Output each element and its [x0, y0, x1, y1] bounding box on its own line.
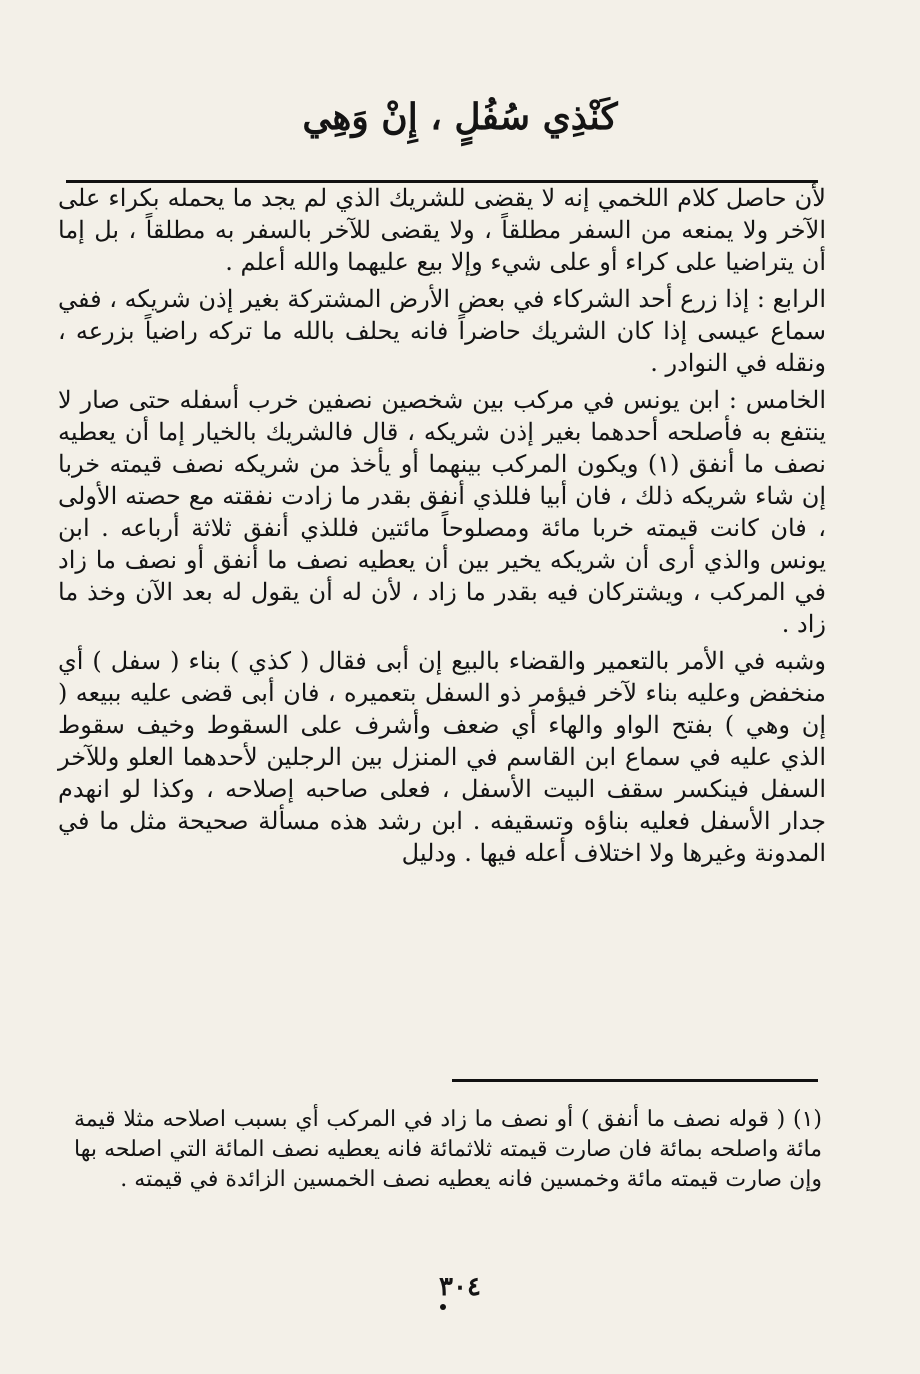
paragraph: الخامس : ابن يونس في مركب بين شخصين نصفين خرب أسفله حتى صار لا ينتفع به فأصلحه أحدهما بغير إذن شريكه ، قال فالشريك بالخيار إما أن يعطيه نصف ما أنفق (١) ويكون المركب بينهما أو يأخذ من شريكه نصف قيمته خربا إن شاء شريكه ذلك ، فان أبيا فللذي أنفق بقدر ما زادت نفقته مع حصته الأولى ، فان كانت قيمته خربا مائة ومصلوحاً مائتين فللذي أنفق ثلاثة أرباعه . ابن يونس والذي أرى أن شريكه يخير بين أن يعطيه نصف ما أنفق أو نصف ما زاد في المركب ، ويشتركان فيه بقدر ما زاد ، لأن له أن يقول له بعد الآن وخذ ما زاد .	[58, 386, 826, 638]
paragraph: لأن حاصل كلام اللخمي إنه لا يقضى للشريك الذي لم يجد ما يحمله بكراء على الآخر ولا يمنعه من السفر مطلقاً ، ولا يقضى للآخر بالسفر به مطلقاً ، بل إما أن يتراضيا على كراء أو على شيء وإلا بيع عليهما والله أعلم .	[58, 184, 826, 276]
page-dot	[440, 1304, 446, 1310]
footnote-text: (١) ( قوله نصف ما أنفق ) أو نصف ما زاد في المركب أي بسبب اصلاحه مثلا قيمة مائة واصلحه بمائة فان صارت قيمته ثلاثمائة فانه يعطيه نصف المائة التي اصلحه بها وإن صارت قيمته مائة وخمسين فانه يعطيه نصف الخمسين الزائدة في قيمته .	[74, 1107, 822, 1192]
running-header: كَنْذِي سُفُلٍ ، إِنْ وَهِي	[302, 96, 618, 138]
paragraph: الرابع : إذا زرع أحد الشركاء في بعض الأرض المشتركة بغير إذن شريكه ، ففي سماع عيسى إذا كان الشريك حاضراً فانه يحلف بالله ما تركه راضياً بزرعه ، ونقله في النوادر .	[58, 285, 826, 377]
main-text	[58, 182, 826, 874]
paragraph: وشبه في الأمر بالتعمير والقضاء بالبيع إن أبى فقال ( كذي ) بناء ( سفل ) أي منخفض وعليه بناء لآخر فيؤمر ذو السفل بتعميره ، فان أبى قضى عليه ببيعه ( إن وهي ) بفتح الواو والهاء أي ضعف وأشرف على السقوط وخيف سقوط الذي عليه في سماع ابن القاسم في المنزل بين الرجلين لأحدهما العلو وللآخر السفل فينكسر سقف البيت الأسفل ، فعلى صاحبه إصلاحه ، وكذا لو انهدم جدار الأسفل فعليه بناؤه وتسقيفه . ابن رشد هذه مسألة صحيحة مثل ما في المدونة وغيرها ولا اختلاف أعله فيها . ودليل	[58, 647, 826, 867]
footnote	[74, 1105, 822, 1195]
footnote-rule	[452, 1079, 818, 1082]
page-number: ٣٠٤	[439, 1272, 481, 1302]
